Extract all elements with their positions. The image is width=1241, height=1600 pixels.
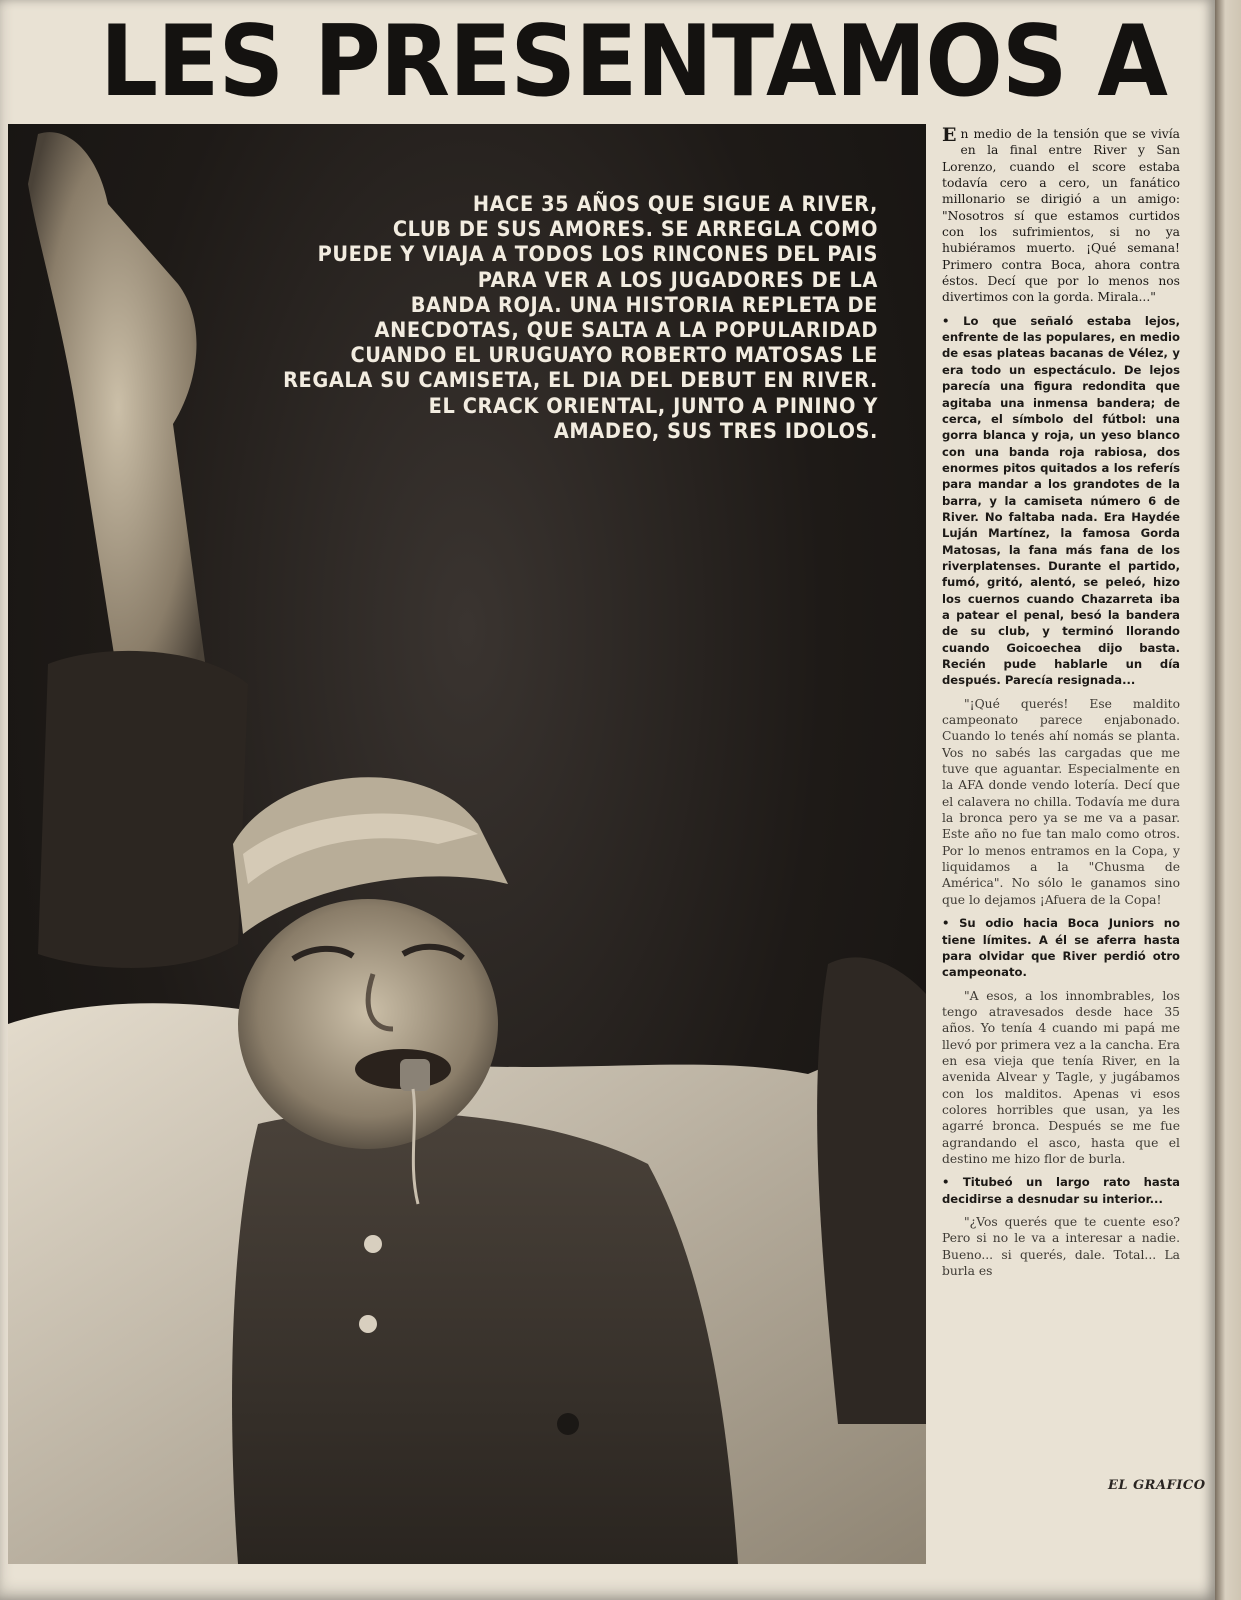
article-column [942,126,1180,1286]
deck-line: CUANDO EL URUGUAYO ROBERTO MATOSAS LE [350,343,878,369]
drop-cap: E [942,124,957,146]
paragraph-bold: • Su odio hacia Boca Juniors no tiene límites. A él se aferra hasta para olvidar que River perdió otro campeonato. [942,916,1180,980]
paragraph-bold: • Lo que señaló estaba lejos, enfrente de las populares, en medio de esas plateas bacanas de Vélez, y era todo un espectáculo. De lejos parecía una figura redondita que agitaba una inmensa bandera; de cerca, el símbolo del fútbol: una gorra blanca y roja, un yeso blanco con una banda roja rabiosa, dos enormes pitos quitados a los referís para mandar a los grandotes de la barra, y la camiseta número 6 de River. No faltaba nada. Era Haydée Luján Martínez, la famosa Gorda Matosas, la fana más fana de los riverplatenses. Durante el partido, fumó, gritó, alentó, se peleó, hizo los cuernos cuando Chazarreta iba a patear el penal, besó la bandera de su club, y terminó llorando cuando Goicoechea dijo basta. Recién pude hablarle un día después. Parecía resignada... [942,313,1180,688]
next-page-edge [1215,0,1241,1600]
deck-line: EL CRACK ORIENTAL, JUNTO A PININO Y [428,393,878,419]
deck-text [238,192,878,444]
deck-line: PUEDE Y VIAJA A TODOS LOS RINCONES DEL PAIS [317,242,878,268]
paragraph [942,126,1180,306]
deck-line: REGALA SU CAMISETA, EL DIA DEL DEBUT EN RIVER. [283,368,878,394]
deck-line: ANECDOTAS, QUE SALTA A LA POPULARIDAD [374,318,878,344]
paragraph-bold: • Titubeó un largo rato hasta decidirse a desnudar su interior... [942,1175,1180,1206]
deck-line: BANDA ROJA. UNA HISTORIA REPLETA DE [410,292,878,318]
headline: LES PRESENTAMOS A [100,5,1168,119]
paragraph-text: n medio de la tensión que se vivía en la final entre River y San Lorenzo, cuando el score estaba todavía cero a cero, un fanático millonario se dirigió a un amigo: "Nosotros sí que estamos curtidos con los sufrimientos, si no ya hubiéramos muerto. ¡Qué semana! Primero contra Boca, ahora contra éstos. Decí que por lo menos nos divertimos con la gorda. Mirala..." [942,127,1180,305]
deck-line: AMADEO, SUS TRES IDOLOS. [553,418,878,444]
quote-paragraph: "¡Qué querés! Ese maldito campeonato parece enjabonado. Cuando lo tenés ahí nomás se planta. Vos no sabés las cargadas que me tuve que aguantar. Especialmente en la AFA donde vendo lotería. Decí que el calavera no chilla. Todavía me dura la bronca pero ya se me va a pasar. Este año no fue tan malo como otros. Por lo menos entramos en la Copa, y liquidamos a la "Chusma de América". No sólo le ganamos sino que lo dejamos ¡Afuera de la Copa! [942,696,1180,907]
quote-paragraph: "A esos, a los innombrables, los tengo atravesados desde hace 35 años. Yo tenía 4 cuando mi papá me llevó por primera vez a la cancha. Era en esa vieja que tenía River, en la avenida Alvear y Tagle, y jugábamos con los malditos. Apenas vi esos colores horribles que usan, ya les agarré bronca. Después se me fue agrandando el asco, hasta que el destino me hizo flor de burla. [942,988,1180,1166]
magazine-footer: EL GRAFICO [1108,1478,1206,1493]
deck-line: HACE 35 AÑOS QUE SIGUE A RIVER, [472,192,878,217]
quote-paragraph: "¿Vos querés que te cuente eso? Pero si no le va a interesar a nadie. Bueno... si querés, dale. Total... La burla es [942,1215,1180,1279]
deck-line: PARA VER A LOS JUGADORES DE LA [477,267,878,293]
photo [8,124,926,1564]
deck-line: CLUB DE SUS AMORES. SE ARREGLA COMO [392,217,878,243]
